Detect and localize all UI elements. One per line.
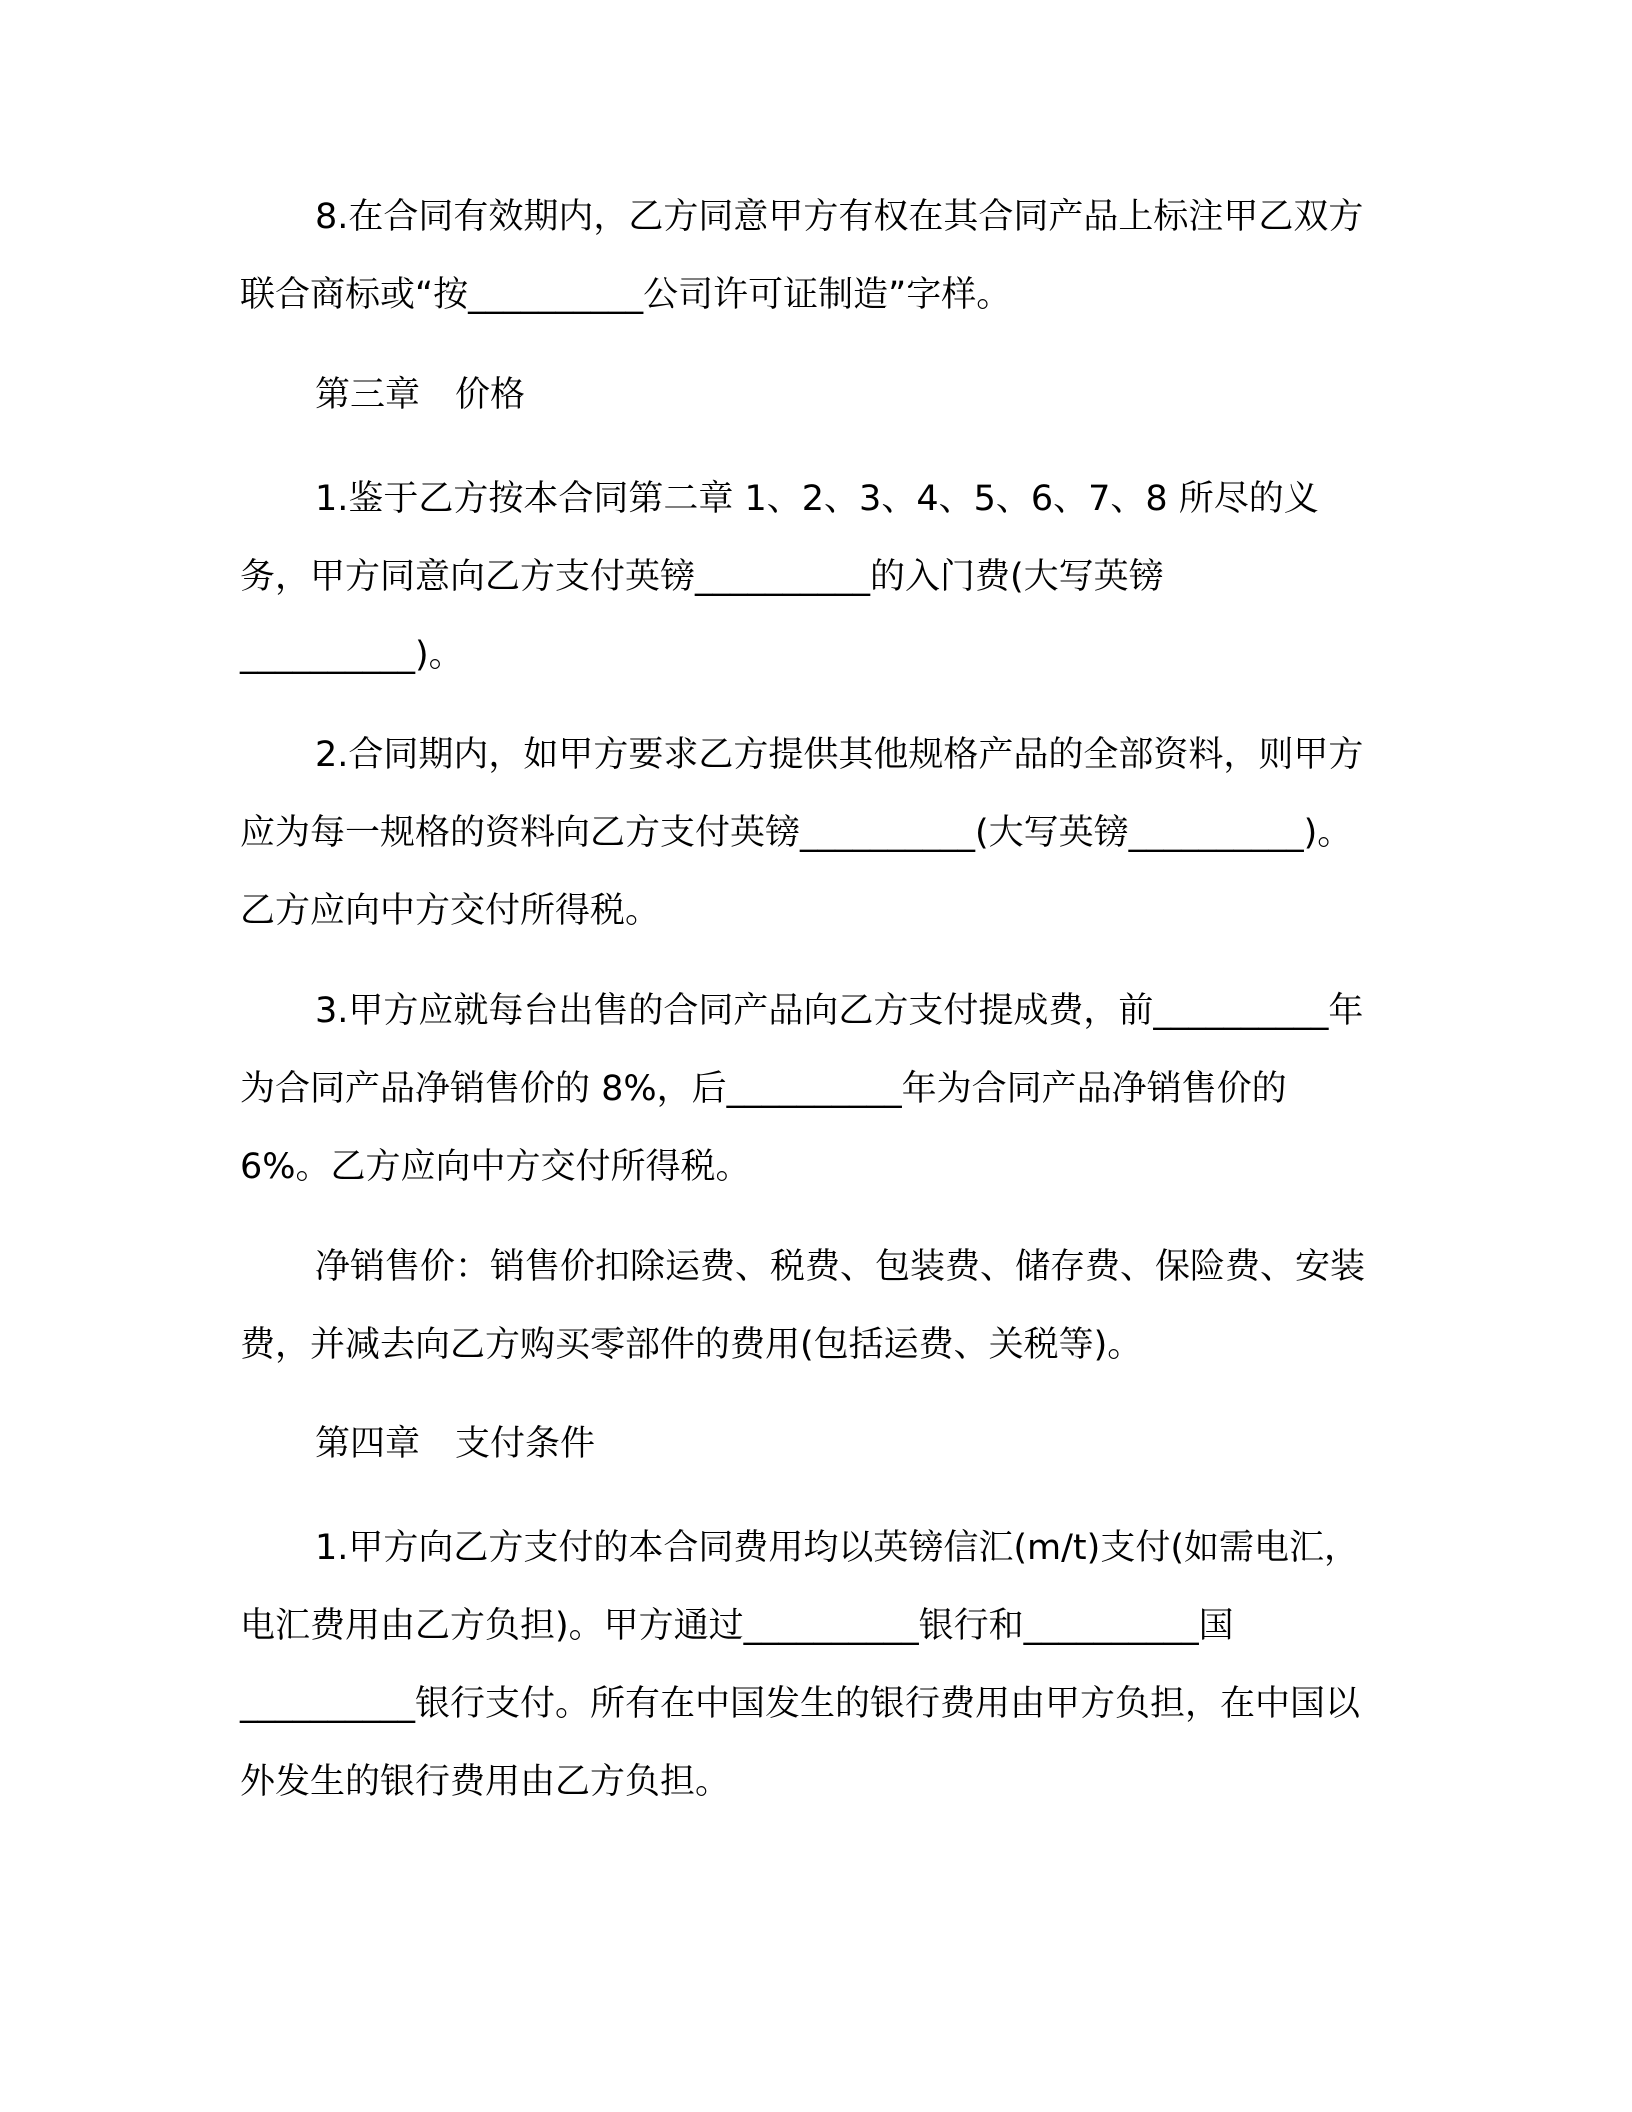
clause-3-3: 3.甲方应就每台出售的合同产品向乙方支付提成费，前__________年为合同产品净销售价的 8%，后__________年为合同产品净销售价的 6%。乙方应向中方交付所得税。 bbox=[240, 991, 1364, 1187]
chapter-3-heading: 第三章 价格 bbox=[315, 375, 526, 415]
clause-3-1: 1.鉴于乙方按本合同第二章 1、2、3、4、5、6、7、8 所尽的义务，甲方同意向乙方支付英镑__________的入门费(大写英镑__________)。 bbox=[240, 479, 1319, 675]
clause-4-1: 1.甲方向乙方支付的本合同费用均以英镑信汇(m/t)支付(如需电汇，电汇费用由乙方负担)。甲方通过__________银行和__________国__________银行支付。所有在中国发生的银行费用由甲方负担，在中国以外发生的银行费用由乙方负担。 bbox=[240, 1528, 1361, 1802]
clause-3-2: 2.合同期内，如甲方要求乙方提供其他规格产品的全部资料，则甲方应为每一规格的资料向乙方支付英镑__________(大写英镑__________)。乙方应向中方交付所得税。 bbox=[240, 735, 1364, 931]
chapter-4-heading: 第四章 支付条件 bbox=[315, 1424, 596, 1464]
clause-2-8: 8.在合同有效期内，乙方同意甲方有权在其合同产品上标注甲乙双方联合商标或“按__________公司许可证制造”字样。 bbox=[240, 197, 1364, 315]
net-sales-price-definition: 净销售价：销售价扣除运费、税费、包装费、储存费、保险费、安装费，并减去向乙方购买零部件的费用(包括运费、关税等)。 bbox=[240, 1247, 1366, 1365]
